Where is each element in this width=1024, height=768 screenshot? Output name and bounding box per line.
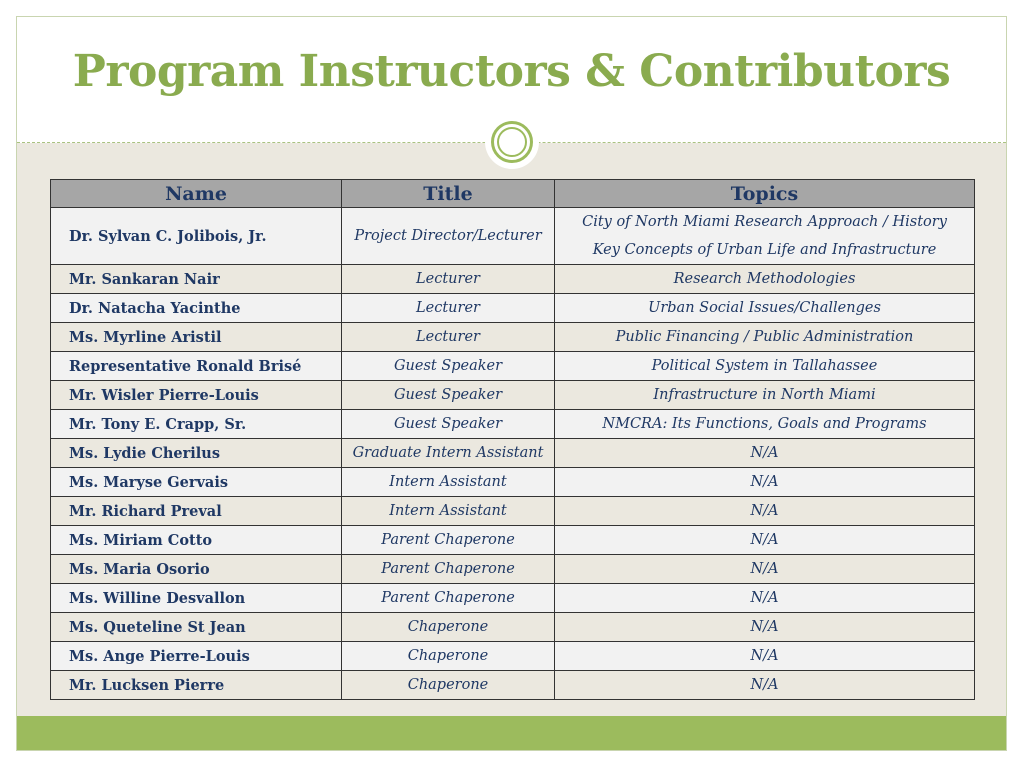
person-topics	[555, 613, 975, 642]
person-topics	[555, 439, 975, 468]
column-header-name: Name	[51, 180, 342, 208]
table-row	[51, 671, 975, 700]
person-name: Mr. Tony E. Crapp, Sr.	[51, 410, 342, 439]
person-title: Parent Chaperone	[342, 526, 555, 555]
topic-line: N/A	[750, 677, 779, 693]
person-name: Ms. Queteline St Jean	[51, 613, 342, 642]
table-row	[51, 381, 975, 410]
person-name: Ms. Ange Pierre-Louis	[51, 642, 342, 671]
person-name: Ms. Miriam Cotto	[51, 526, 342, 555]
topic-line: N/A	[750, 561, 779, 577]
person-topics	[555, 294, 975, 323]
person-name: Ms. Myrline Aristil	[51, 323, 342, 352]
person-topics	[555, 323, 975, 352]
column-header-topics: Topics	[555, 180, 975, 208]
person-topics	[555, 265, 975, 294]
table-row	[51, 642, 975, 671]
column-header-title: Title	[342, 180, 555, 208]
table-row	[51, 584, 975, 613]
table-row	[51, 613, 975, 642]
person-title: Guest Speaker	[342, 381, 555, 410]
person-topics	[555, 381, 975, 410]
person-title: Chaperone	[342, 671, 555, 700]
person-name: Mr. Lucksen Pierre	[51, 671, 342, 700]
person-topics	[555, 584, 975, 613]
person-topics	[555, 526, 975, 555]
topic-line: Urban Social Issues/Challenges	[648, 300, 881, 316]
person-topics	[555, 671, 975, 700]
person-title: Project Director/Lecturer	[342, 208, 555, 265]
person-title: Chaperone	[342, 613, 555, 642]
person-topics	[555, 208, 975, 265]
person-name: Mr. Wisler Pierre-Louis	[51, 381, 342, 410]
topic-line: Infrastructure in North Miami	[653, 387, 876, 403]
slide-footer-bar	[17, 716, 1006, 750]
person-title: Lecturer	[342, 323, 555, 352]
person-title: Guest Speaker	[342, 410, 555, 439]
person-topics	[555, 497, 975, 526]
table-row	[51, 555, 975, 584]
person-title: Intern Assistant	[342, 468, 555, 497]
person-title: Chaperone	[342, 642, 555, 671]
person-name: Ms. Maria Osorio	[51, 555, 342, 584]
person-topics	[555, 352, 975, 381]
person-name: Dr. Sylvan C. Jolibois, Jr.	[51, 208, 342, 265]
topic-line: N/A	[750, 648, 779, 664]
table-body	[51, 208, 975, 700]
roster-table	[50, 179, 975, 700]
person-topics	[555, 468, 975, 497]
person-name: Ms. Maryse Gervais	[51, 468, 342, 497]
slide-title: Program Instructors & Contributors	[72, 46, 951, 97]
person-name: Dr. Natacha Yacinthe	[51, 294, 342, 323]
person-topics	[555, 555, 975, 584]
table-row	[51, 323, 975, 352]
person-name: Mr. Richard Preval	[51, 497, 342, 526]
person-topics	[555, 642, 975, 671]
table-row	[51, 352, 975, 381]
person-name: Ms. Lydie Cherilus	[51, 439, 342, 468]
topic-line: N/A	[750, 590, 779, 606]
table-row	[51, 265, 975, 294]
person-topics	[555, 410, 975, 439]
person-title: Guest Speaker	[342, 352, 555, 381]
person-name: Mr. Sankaran Nair	[51, 265, 342, 294]
topic-line: Research Methodologies	[673, 271, 856, 287]
topic-line: NMCRA: Its Functions, Goals and Programs	[602, 416, 927, 432]
table-row	[51, 526, 975, 555]
table-row	[51, 294, 975, 323]
topic-line: City of North Miami Research Approach / History	[582, 214, 947, 230]
person-title: Intern Assistant	[342, 497, 555, 526]
table-row	[51, 497, 975, 526]
table-header-row	[51, 180, 975, 208]
person-title: Lecturer	[342, 265, 555, 294]
topic-line: Political System in Tallahassee	[651, 358, 878, 374]
topic-line: N/A	[750, 532, 779, 548]
topic-line: N/A	[750, 474, 779, 490]
table-row	[51, 439, 975, 468]
table-row	[51, 208, 975, 265]
person-title: Lecturer	[342, 294, 555, 323]
person-title: Parent Chaperone	[342, 555, 555, 584]
table-row	[51, 410, 975, 439]
ornament-inner-ring	[497, 127, 527, 157]
topic-line: Public Financing / Public Administration	[615, 329, 914, 345]
topic-line: Key Concepts of Urban Life and Infrastructure	[592, 242, 937, 258]
person-name: Representative Ronald Brisé	[51, 352, 342, 381]
topic-line: N/A	[750, 619, 779, 635]
person-name: Ms. Willine Desvallon	[51, 584, 342, 613]
person-title: Graduate Intern Assistant	[342, 439, 555, 468]
person-title: Parent Chaperone	[342, 584, 555, 613]
topic-line: N/A	[750, 503, 779, 519]
table-row	[51, 468, 975, 497]
topic-line: N/A	[750, 445, 779, 461]
